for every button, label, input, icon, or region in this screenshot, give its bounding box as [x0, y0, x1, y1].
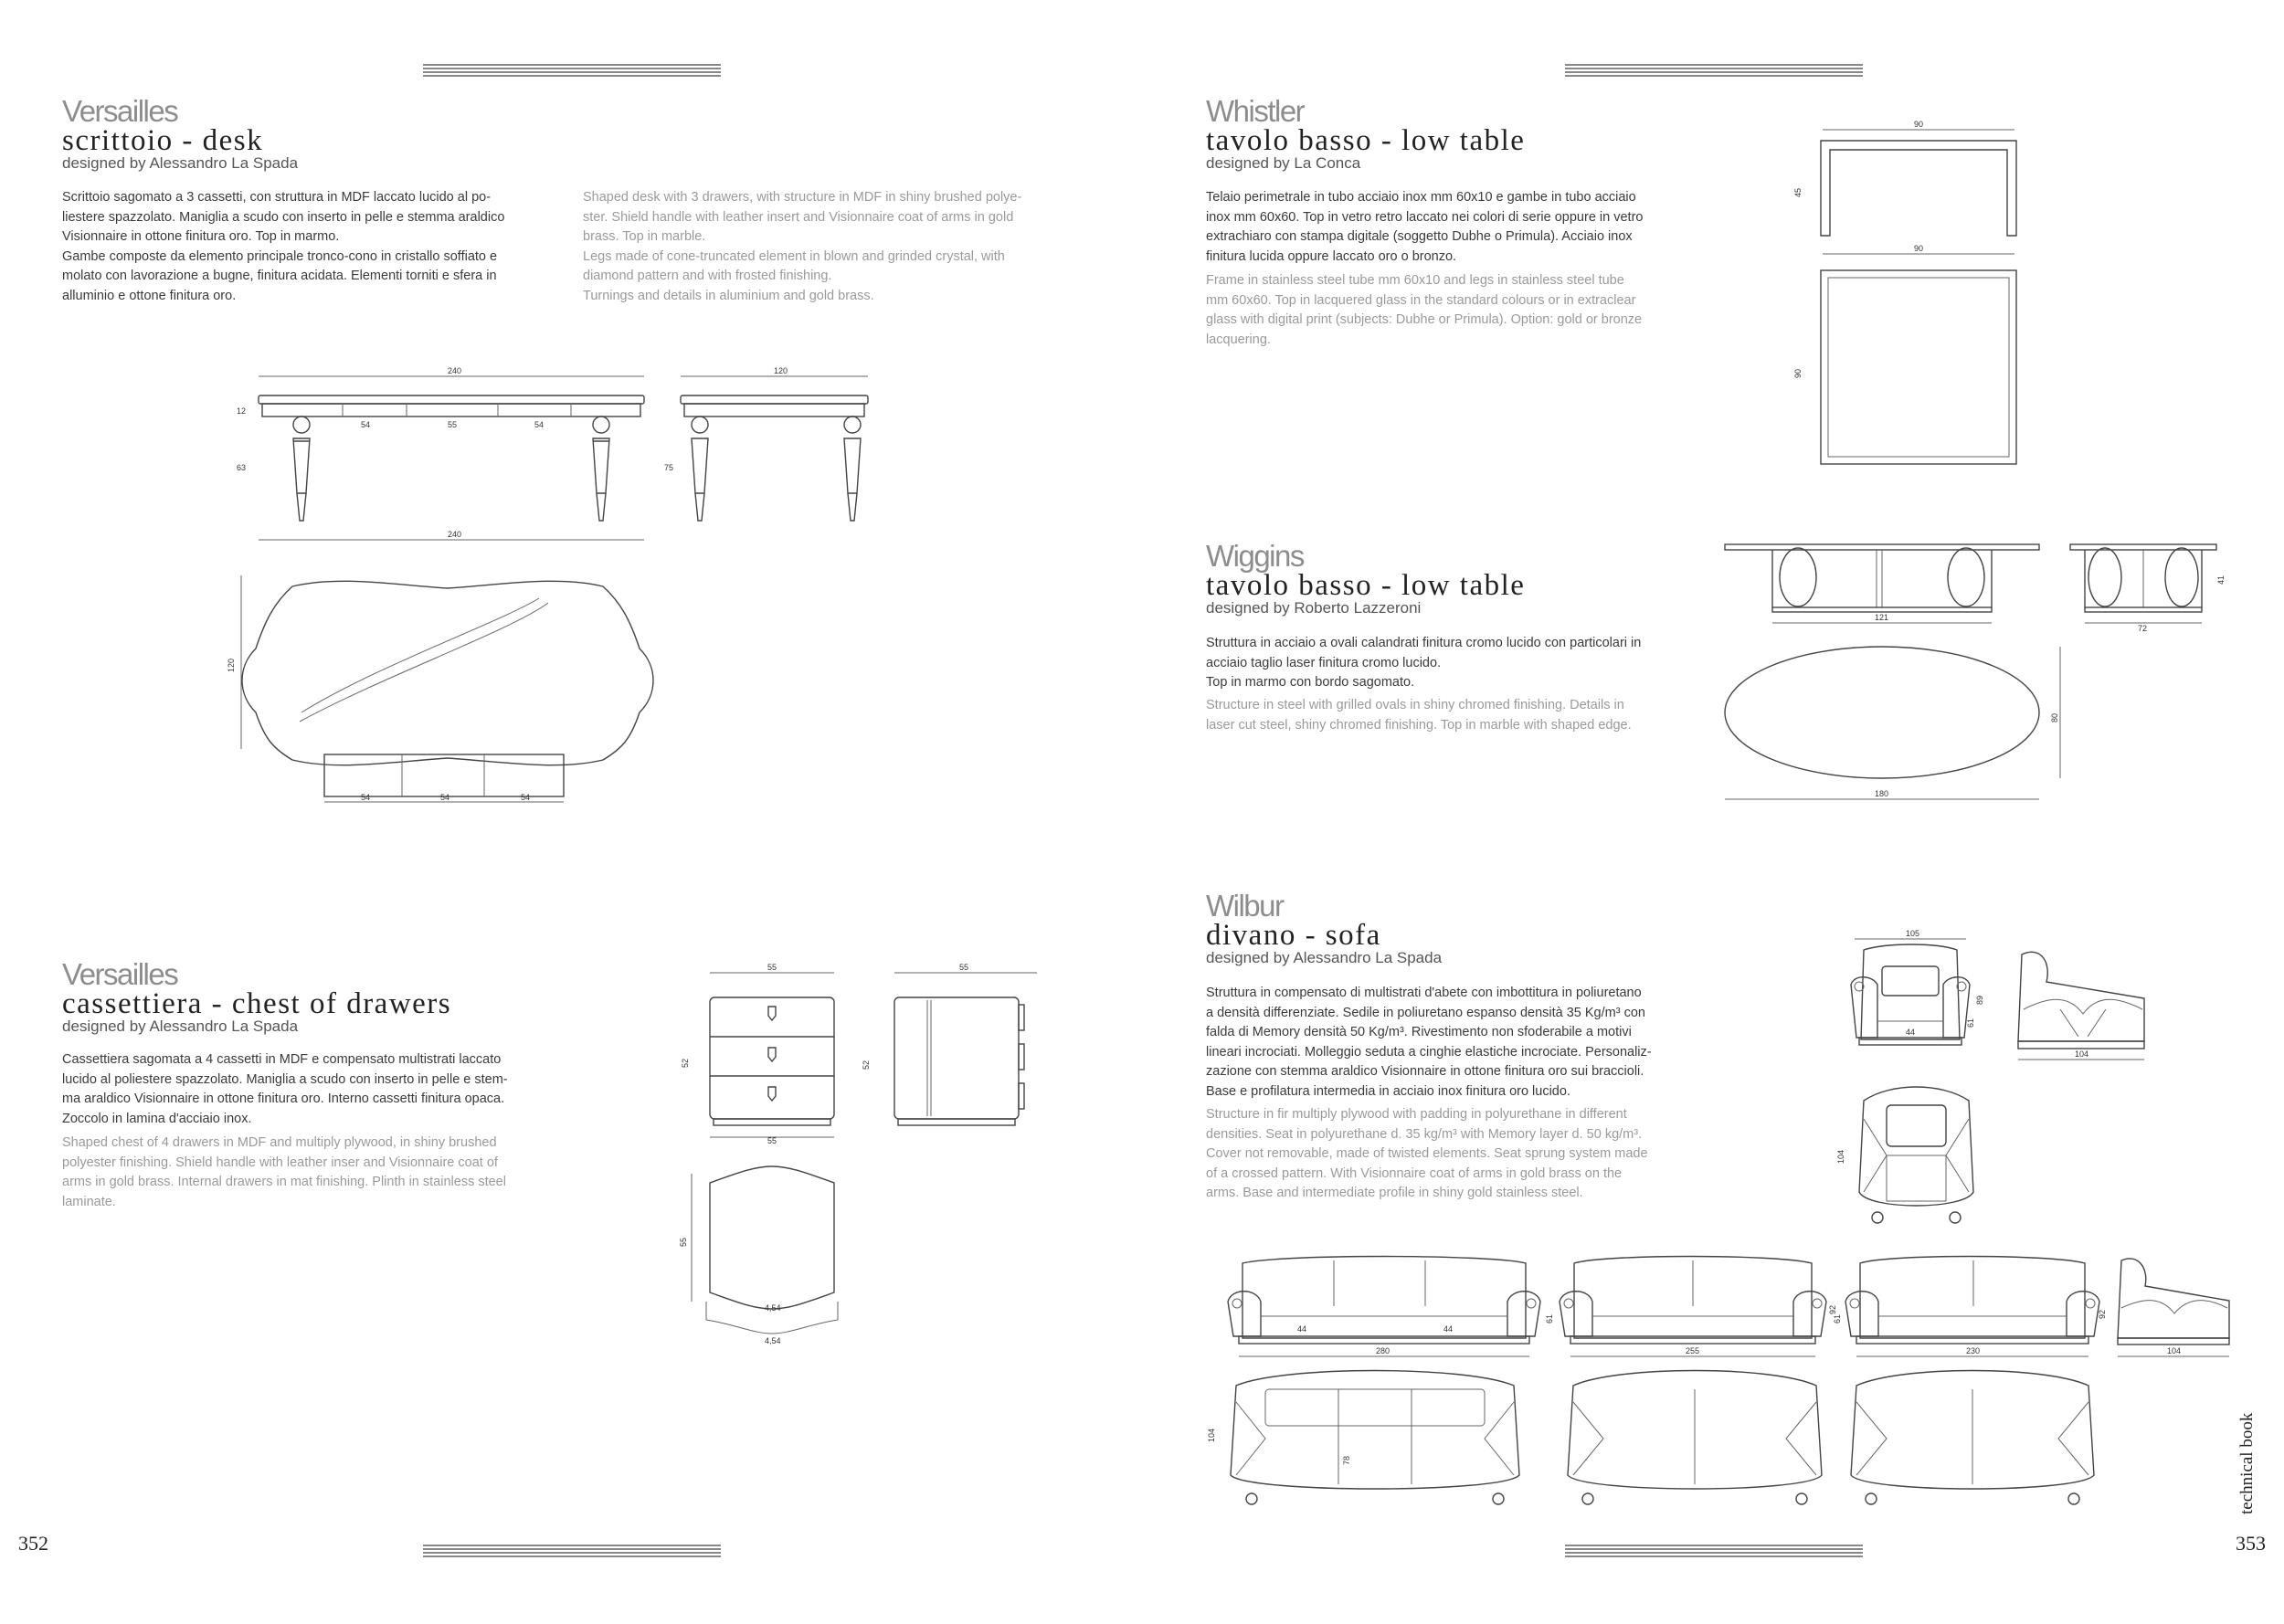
dim-label: 63: [237, 463, 247, 472]
chest-side-drawing: [863, 964, 1046, 1137]
armchair-side-drawing: [2005, 945, 2161, 1073]
dim-label: 104: [1836, 1149, 1845, 1164]
dim-label: 180: [1875, 789, 1889, 798]
description-italian: Struttura in compensato di multistrati d'abete con imbottitura in poliuretano a densità differenziate. Sedile in poliuretano espanso densità 35 Kg/m³ con falda di Memory densità 50 Kg/m³. Rivestimento non sfoderabile a motivi lineari incrociati. Molleggio seduta a cinghie elastiche incrociate. Personaliz- zazione con stemma araldico Visionnaire in ottone finitura oro sui braccioli. Base e profilatura intermedia in acciaio inox finitura oro lucido.: [1206, 986, 1652, 1099]
product-designer: designed by Alessandro La Spada: [62, 154, 299, 172]
product-designer: designed by Alessandro La Spada: [1206, 949, 1443, 966]
dim-label: 61: [1545, 1313, 1554, 1323]
description-english: Structure in fir multiply plywood with padding in polyurethane in different densities. Seat in polyurethane d. 35 kg/m³ with Memory layer d. 50 kg/m³. Cover not removable, made of twisted elements. Seat sprung system made of a crossed pattern. With Visionnaire coat of arms in gold brass on the arms. Base and intermediate profile in shiny gold stainless steel.: [1206, 1107, 1648, 1200]
description-italian: Telaio perimetrale in tubo acciaio inox mm 60x10 e gambe in tubo acciaio inox mm 60x60. Top in vetro retro laccato nei colori di serie oppure in vetro extrachiaro con stampa digitale (soggetto Dubhe o Primula). Acciaio inox finitura lucida oppure laccato oro o bronzo.: [1206, 190, 1644, 264]
dim-label: 90: [1914, 120, 1924, 129]
dim-label: 54: [361, 793, 371, 802]
dim-label: 104: [1207, 1428, 1216, 1442]
sofa-280-front-drawing: [1224, 1247, 1544, 1366]
dim-label: 75: [664, 463, 674, 472]
sofa-230-plan-drawing: [1836, 1366, 2110, 1512]
dim-label: 280: [1376, 1346, 1390, 1355]
sofa-280-plan-drawing: [1207, 1366, 1539, 1512]
footer-rule-right: [1565, 1545, 1863, 1557]
dim-label: 55: [679, 1237, 688, 1247]
product-name: Wiggins: [1206, 539, 1304, 573]
product-whistler: [1206, 96, 1525, 173]
description-italian: Scrittoio sagomato a 3 cassetti, con struttura in MDF laccato lucido al po- liestere spazzolato. Maniglia a scudo con inserto in pelle e stemma araldico Visionnaire in ottone finitura oro. Top in marmo. Gambe composte da elemento principale tronco-cono in cristallo soffiato e molato con lavorazione a bugne, finitura acidata. Elementi torniti e sfera in alluminio e ottone finitura oro.: [62, 190, 505, 303]
product-title: tavolo basso - low table: [1206, 124, 1526, 157]
dim-label: 61: [1966, 1018, 1975, 1028]
product-wiggins: [1206, 541, 1525, 617]
product-title: cassettiera - chest of drawers: [62, 987, 452, 1020]
dim-label: 230: [1966, 1346, 1981, 1355]
header-rule-left: [423, 64, 721, 77]
sofa-255-plan-drawing: [1553, 1366, 1836, 1512]
whistler-drawing: [1795, 117, 2028, 473]
desk-front-drawing: [233, 366, 653, 543]
product-versailles-desk: [62, 96, 298, 173]
dim-label: 44: [1906, 1028, 1916, 1037]
footer-rule-left: [423, 1545, 721, 1557]
product-designer: designed by La Conca: [1206, 154, 1361, 172]
dim-label: 54: [521, 793, 531, 802]
page-number-right: 353: [2236, 1532, 2266, 1555]
dim-label: 120: [227, 658, 236, 672]
description-english: Shaped chest of 4 drawers in MDF and multiply plywood, in shiny brushed polyester finishing. Shield handle with leather inser and Visionnaire coat of arms in gold brass. Internal drawers in mat finishing. Plinth in stainless steel laminate.: [62, 1135, 506, 1209]
product-name: Versailles: [62, 94, 178, 128]
spine-label: technical book: [2237, 1412, 2257, 1514]
sofa-230-front-drawing: [1833, 1247, 2110, 1366]
dim-label: 78: [1342, 1455, 1351, 1465]
dim-label: 54: [534, 420, 545, 429]
product-versailles-chest: [62, 959, 451, 1036]
chest-front-drawing: [681, 963, 863, 1145]
page-number-left: 352: [18, 1532, 48, 1555]
sofa-side-drawing: [2098, 1251, 2238, 1366]
wiggins-plan-drawing: [1718, 639, 2065, 808]
dim-label: 90: [1793, 368, 1803, 378]
dim-label: 52: [681, 1058, 690, 1068]
dim-label: 41: [2216, 575, 2226, 585]
dim-label: 4,54: [765, 1336, 781, 1345]
header-rule-right: [1565, 64, 1863, 77]
dim-label: 92: [2098, 1309, 2107, 1319]
product-name: Versailles: [62, 957, 178, 991]
dim-label: 240: [448, 366, 462, 375]
dim-label: 52: [862, 1060, 871, 1070]
wiggins-side-drawing: [2067, 539, 2231, 635]
dim-label: 12: [237, 406, 247, 416]
product-title: scrittoio - desk: [62, 124, 264, 157]
dim-label: 55: [448, 420, 458, 429]
sofa-255-front-drawing: [1545, 1247, 1841, 1366]
dim-label: 90: [1914, 244, 1924, 253]
armchair-front-drawing: [1836, 930, 1996, 1067]
dim-label: 92: [1828, 1304, 1837, 1314]
description-english: Frame in stainless steel tube mm 60x10 and legs in stainless steel tube mm 60x60. Top in lacquered glass in the standard colours or in extraclear glass with digital print (subjects: Dubhe or Primula). Option: gold or bronze lacquering.: [1206, 273, 1643, 347]
dim-label: 121: [1875, 613, 1889, 622]
dim-label: 80: [2050, 712, 2059, 722]
dim-label: 55: [959, 963, 969, 972]
dim-label: 105: [1906, 929, 1920, 938]
description-italian: Cassettiera sagomata a 4 cassetti in MDF e compensato multistrati laccato lucido al poliestere spazzolato. Maniglia a scudo con inserto in pelle e stem- ma araldico Visionnaire in ottone finitura oro. Interno cassetti finitura opaca. Zoccolo in lamina d'acciaio inox.: [62, 1052, 508, 1126]
product-designer: designed by Alessandro La Spada: [62, 1018, 299, 1035]
dim-label: 104: [2075, 1049, 2089, 1059]
product-name: Wilbur: [1206, 889, 1284, 923]
description-english: Structure in steel with grilled ovals in shiny chromed finishing. Details in laser cut steel, shiny chromed finishing. Top in marble with shaped edge.: [1206, 698, 1632, 733]
chest-plan-drawing: [681, 1165, 863, 1356]
desk-side-drawing: [662, 366, 882, 534]
product-designer: designed by Roberto Lazzeroni: [1206, 599, 1422, 617]
product-wilbur: [1206, 891, 1442, 967]
wiggins-front-drawing: [1718, 539, 2046, 635]
dim-label: 104: [2167, 1346, 2182, 1355]
description-italian: Struttura in acciaio a ovali calandrati finitura cromo lucido con particolari in acciaio taglio laser finitura cromo lucido. Top in marmo con bordo sagomato.: [1206, 636, 1642, 690]
dim-label: 120: [774, 366, 788, 375]
product-title: divano - sofa: [1206, 919, 1381, 952]
armchair-plan-drawing: [1836, 1082, 1996, 1229]
dim-label: 55: [767, 1136, 777, 1145]
dim-label: 61: [1833, 1313, 1842, 1323]
desk-plan-drawing: [228, 566, 667, 808]
dim-label: 255: [1686, 1346, 1700, 1355]
dim-label: 240: [448, 530, 462, 539]
dim-label: 44: [1297, 1324, 1307, 1334]
dim-label: 4,54: [765, 1303, 781, 1313]
product-title: tavolo basso - low table: [1206, 569, 1526, 602]
dim-label: 54: [440, 793, 450, 802]
dim-label: 44: [1443, 1324, 1454, 1334]
dim-label: 89: [1975, 995, 1984, 1005]
dim-label: 45: [1793, 187, 1803, 197]
dim-label: 72: [2138, 624, 2148, 633]
product-name: Whistler: [1206, 94, 1305, 128]
dim-label: 55: [767, 963, 777, 972]
dim-label: 54: [361, 420, 371, 429]
description-english: Shaped desk with 3 drawers, with structure in MDF in shiny brushed polye- ster. Shield handle with leather insert and Visionnaire coat of arms in gold brass. Top in marble. Legs made of cone-truncated element in blown and grinded crystal, with diamond pattern and with frosted finishing. Turnings and details in aluminium and gold brass.: [583, 190, 1022, 303]
